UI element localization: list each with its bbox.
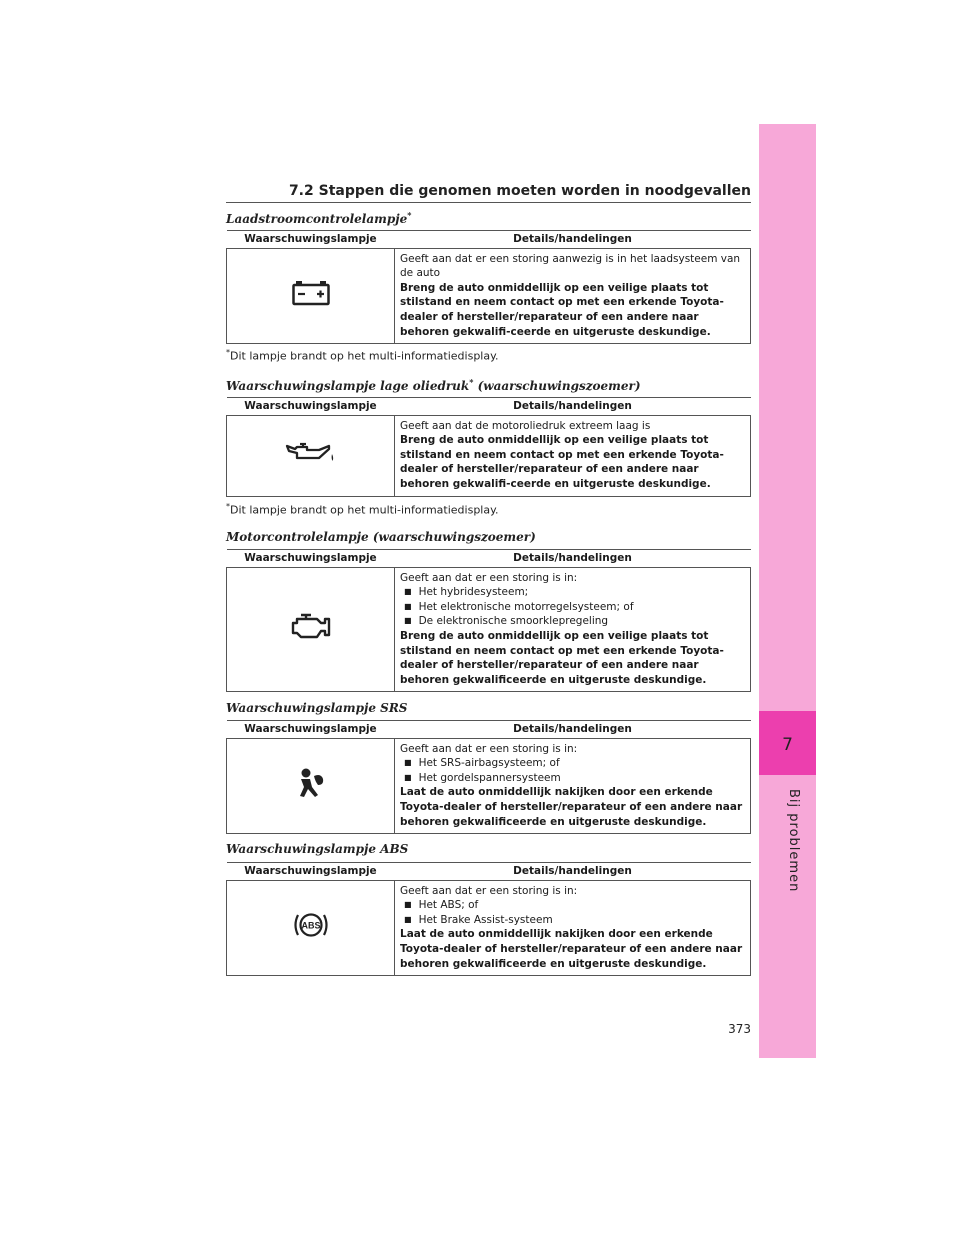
warning-table-srs [226, 720, 751, 834]
detail-cell [395, 567, 751, 692]
icon-cell [227, 738, 395, 834]
detail-bullet: ■ De elektronische smoorklepregeling [400, 614, 746, 629]
icon-cell [227, 415, 395, 496]
icon-cell [227, 248, 395, 344]
detail-text: Geeft aan dat er een storing is in: [400, 742, 578, 755]
page-number: 373 [728, 1022, 751, 1036]
header-rule [226, 202, 751, 203]
detail-bullet: ■ Het hybridesysteem; [400, 585, 746, 600]
icon-cell [227, 567, 395, 692]
detail-instruction: Breng de auto onmiddellijk op een veilige plaats tot stilstand en neem contact op met een erkende Toyota-dealer of hersteller/reparateur of een andere naar behoren gekwalificeerde en uitgeruste deskundige. [400, 629, 724, 686]
detail-cell [395, 415, 751, 496]
section-title-engine: Motorcontrolelampje (waarschuwingszoemer) [226, 530, 536, 544]
detail-instruction: Breng de auto onmiddellijk op een veilige plaats tot stilstand en neem contact op met een erkende Toyota-dealer of hersteller/reparateur of een andere naar behoren gekwalifi-ceerde en uitgeruste deskundige. [400, 434, 724, 490]
abs-icon-label: ABS [301, 920, 321, 931]
header-col-warning-light: Waarschuwingslampje [227, 398, 395, 416]
running-header: 7.2 Stappen die genomen moeten worden in noodgevallen [288, 183, 751, 199]
detail-bullet: ■ Het elektronische motorregelsysteem; of [400, 600, 746, 615]
footnote-oil-pressure: *Dit lampje brandt op het multi-informatiedisplay. [226, 502, 499, 517]
detail-text: Geeft aan dat er een storing is in: [400, 571, 578, 584]
detail-text: Geeft aan dat de motoroliedruk extreem laag is [400, 419, 651, 432]
icon-cell [227, 880, 395, 976]
abs-icon [291, 920, 331, 944]
detail-instruction: Laat de auto onmiddellijk nakijken door een erkende Toyota-dealer of hersteller/reparateur of een andere naar behoren gekwalificeerde en uitgeruste deskundige. [400, 786, 743, 828]
header-col-warning-light: Waarschuwingslampje [227, 721, 395, 739]
warning-table-charging [226, 230, 751, 344]
header-col-details: Details/handelingen [395, 863, 751, 881]
detail-cell [395, 880, 751, 976]
detail-cell [395, 248, 751, 344]
header-col-details: Details/handelingen [395, 398, 751, 416]
detail-text: Geeft aan dat er een storing aanwezig is in het laadsysteem van de auto [400, 252, 741, 280]
engine-icon [289, 634, 333, 646]
section-title-abs: Waarschuwingslampje ABS [226, 842, 409, 856]
header-col-details: Details/handelingen [395, 550, 751, 568]
section-title-charging: Laadstroomcontrolelampje* [226, 210, 412, 226]
airbag-icon [296, 790, 326, 802]
detail-bullet: ■ Het ABS; of [400, 898, 746, 913]
header-col-warning-light: Waarschuwingslampje [227, 550, 395, 568]
header-col-details: Details/handelingen [395, 721, 751, 739]
section-title-srs: Waarschuwingslampje SRS [226, 701, 408, 715]
detail-bullet: ■ Het Brake Assist-systeem [400, 913, 746, 928]
header-col-warning-light: Waarschuwingslampje [227, 231, 395, 249]
chapter-label: Bij problemen [786, 789, 801, 893]
section-title-oil-pressure: Waarschuwingslampje lage oliedruk* (waarschuwingszoemer) [226, 377, 641, 393]
detail-bullet: ■ Het SRS-airbagsysteem; of [400, 756, 746, 771]
battery-icon [292, 297, 330, 309]
detail-instruction: Breng de auto onmiddellijk op een veilige plaats tot stilstand en neem contact op met een erkende Toyota-dealer of hersteller/reparateur of een andere naar behoren gekwalifi-ceerde en uitgeruste deskundige. [400, 281, 724, 338]
header-col-details: Details/handelingen [395, 231, 751, 249]
footnote-charging: *Dit lampje brandt op het multi-informatiedisplay. [226, 348, 499, 363]
header-col-warning-light: Waarschuwingslampje [227, 863, 395, 881]
warning-table-oil-pressure [226, 397, 751, 497]
chapter-number: 7 [782, 735, 793, 755]
detail-cell [395, 738, 751, 834]
detail-text: Geeft aan dat er een storing is in: [400, 884, 578, 897]
chapter-side-tab [759, 124, 816, 1058]
warning-table-engine [226, 549, 751, 692]
detail-bullet: ■ Het gordelspannersysteem [400, 771, 746, 786]
detail-instruction: Laat de auto onmiddellijk nakijken door een erkende Toyota-dealer of hersteller/reparateur of een andere naar behoren gekwalificeerde en uitgeruste deskundige. [400, 928, 743, 970]
warning-table-abs [226, 862, 751, 976]
oil-can-icon [285, 455, 337, 467]
